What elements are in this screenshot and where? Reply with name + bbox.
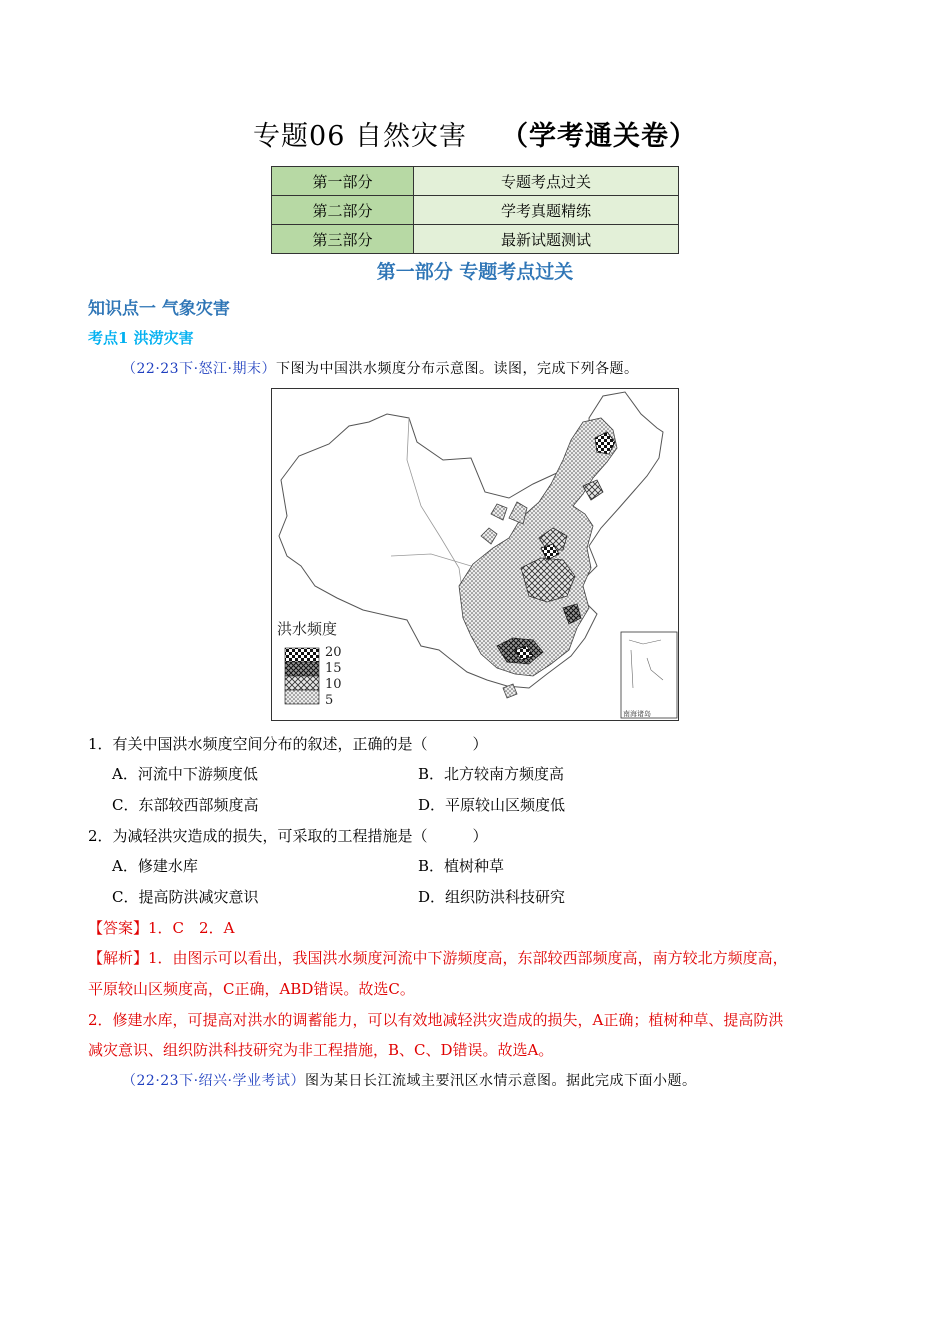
legend-title: 洪水频度 [277, 620, 338, 638]
exam-point-heading: 考点1 洪涝灾害 [88, 329, 194, 347]
q2-option-c: C．提高防洪减灾意识 [112, 888, 259, 906]
question-2-stem: 2．为减轻洪灾造成的损失，可采取的工程措施是（ ） [88, 827, 488, 845]
question-source: （22·23下·绍兴·学业考试） [122, 1073, 305, 1089]
toc-table [271, 166, 679, 254]
intro-text: 下图为中国洪水频度分布示意图。读图，完成下列各题。 [275, 361, 639, 377]
toc-row [272, 167, 679, 196]
analysis-text: 1．由图示可以看出，我国洪水频度河流中下游频度高，东部较西部频度高，南方较北方频度高， [148, 949, 788, 967]
legend-label: 10 [325, 677, 342, 692]
toc-part: 第一部分 [272, 167, 414, 196]
toc-name: 最新试题测试 [414, 225, 679, 254]
question-source: （22·23下·怒江·期末） [122, 361, 276, 377]
q2-option-b: B．植树种草 [418, 857, 505, 875]
q1-option-c: C．东部较西部频度高 [112, 796, 259, 814]
title-main: 专题06 自然灾害 [253, 121, 467, 152]
toc-row [272, 196, 679, 225]
legend-label: 5 [325, 693, 334, 708]
analysis-line-2: 平原较山区频度高，C正确，ABD错误。故选C。 [88, 980, 415, 998]
toc-row [272, 225, 679, 254]
knowledge-point-heading: 知识点一 气象灾害 [88, 299, 230, 319]
answer-line [88, 917, 234, 938]
toc-part: 第二部分 [272, 196, 414, 225]
analysis-tag: 【解析】 [88, 949, 149, 967]
part-heading: 第一部分 专题考点过关 [376, 261, 574, 283]
question-intro-2 [122, 1070, 696, 1090]
q2-option-d: D．组织防洪科技研究 [418, 888, 566, 906]
toc-part: 第三部分 [272, 225, 414, 254]
inset-label: 南海诸岛 [623, 710, 651, 718]
legend-label: 20 [325, 645, 342, 660]
china-flood-map [271, 388, 679, 721]
south-china-sea-inset [621, 632, 677, 718]
legend-label: 15 [325, 661, 342, 676]
analysis-line-3: 2．修建水库，可提高对洪水的调蓄能力，可以有效地减轻洪灾造成的损失，A正确；植树种草、提高防洪 [88, 1011, 784, 1029]
analysis-line-4: 减灾意识、组织防洪科技研究为非工程措施，B、C、D错误。故选A。 [88, 1041, 554, 1059]
analysis-line-1 [88, 947, 788, 968]
title-sub: （学考通关卷） [500, 121, 697, 152]
intro-text: 图为某日长江流域主要汛区水情示意图。据此完成下面小题。 [304, 1073, 697, 1089]
flood-zone-10 [521, 558, 575, 602]
q1-option-a: A．河流中下游频度低 [112, 765, 258, 783]
q1-option-b: B．北方较南方频度高 [418, 765, 565, 783]
question-intro [122, 358, 638, 378]
answer-tag: 【答案】 [88, 919, 149, 937]
question-1-stem: 1．有关中国洪水频度空间分布的叙述，正确的是（ ） [88, 735, 488, 753]
page-title [0, 114, 950, 153]
q1-option-d: D．平原较山区频度低 [418, 796, 566, 814]
answer-text: 1．C 2．A [148, 919, 235, 937]
q2-option-a: A．修建水库 [112, 857, 198, 875]
toc-name: 专题考点过关 [414, 167, 679, 196]
toc-name: 学考真题精练 [414, 196, 679, 225]
